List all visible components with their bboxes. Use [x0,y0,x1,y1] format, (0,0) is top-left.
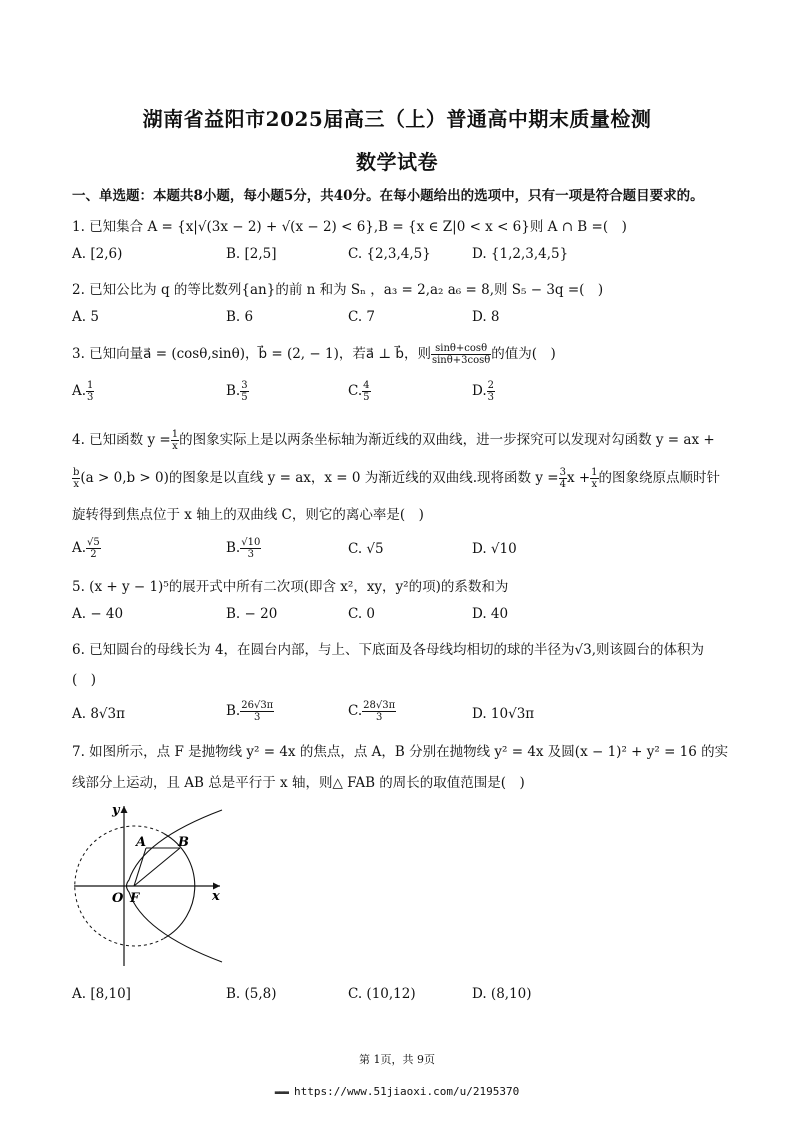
fraction-numerator: 4 [363,380,370,391]
fraction-numerator: 28√3π [363,700,396,711]
question-4-line-2 [72,466,720,490]
fraction [559,467,567,490]
fraction-numerator: 3 [241,380,248,391]
question-3-text: 3. 已知向量a⃗ = (cosθ,sinθ)，b⃗ = (2, − 1)，若a⃗ ⊥ b⃗，则 [72,346,431,362]
option-a[interactable]: A. [8,10] [72,986,131,1002]
question-text: 的图象绕原点顺时针 [598,470,721,486]
question-4-line-1 [72,428,715,452]
label-o: O [112,891,124,906]
fraction-denominator: sinθ+3cosθ [431,355,491,366]
option-b[interactable]: B. [2,5] [226,246,277,262]
option-d[interactable]: D. 8 [472,309,500,325]
question-6-line-1: 6. 已知圆台的母线长为 4，在圆台内部，与上、下底面及各母线均相切的球的半径为√3,则该圆台的体积为 [72,642,705,658]
fraction-numerator: 1 [87,380,94,391]
option-d[interactable]: D. 10√3π [472,706,535,722]
label-f: F [130,891,140,906]
option-label: A. [72,383,87,399]
option-fraction [240,380,248,403]
fraction-numerator: √10 [241,537,261,548]
option-a[interactable] [72,380,94,403]
option-d[interactable]: D. (8,10) [472,986,532,1002]
question-1-stem: 1. 已知集合 A = {x|√(3x − 2) + √(x − 2) < 6},B = {x ∈ Z|0 < x < 6}则 A ∩ B =( ) [72,219,627,235]
option-c[interactable]: C. {2,3,4,5} [348,246,431,262]
option-a[interactable] [72,537,101,560]
exam-subtitle: 数学试卷 [356,150,438,174]
fraction [171,429,179,452]
option-c[interactable]: C. √5 [348,541,384,557]
fraction-denominator: 3 [487,392,495,403]
watermark-url[interactable]: https://www.51jiaoxi.com/u/2195370 [294,1085,520,1098]
option-b[interactable]: B. 6 [226,309,254,325]
option-d[interactable]: D. 40 [472,606,509,622]
fraction-numerator: 1 [171,429,179,440]
option-fraction [487,380,495,403]
ratio-fraction [431,343,491,366]
question-4-line-3: 旋转得到焦点位于 x 轴上的双曲线 C，则它的离心率是( ) [72,507,424,523]
fraction-numerator: √5 [87,537,100,548]
question-text: x + [566,470,591,486]
option-fraction [86,537,101,560]
option-label: B. [226,383,241,399]
fraction-denominator: 2 [90,549,97,560]
question-text: (a > 0,b > 0)的图象是以直线 y = ax，x = 0 为渐近线的双曲线.现将函数 y = [80,470,559,486]
label-y: y [112,803,120,818]
option-a[interactable]: A. 5 [72,309,99,325]
question-7-line-2: 线部分上运动，且 AB 总是平行于 x 轴，则△ FAB 的周长的取值范围是( ) [72,775,525,791]
question-6-line-2: ( ) [72,672,97,688]
fraction-numerator: 1 [591,467,598,478]
option-label: C. [348,703,363,719]
page-footer: 第 1页，共 9页 [359,1053,435,1066]
option-d[interactable]: D. √10 [472,541,517,557]
option-label: D. [472,383,487,399]
option-label: C. [348,383,363,399]
section-heading: 一、单选题：本题共8小题，每小题5分，共40分。在每小题给出的选项中，只有一项是符合题目要求的。 [72,188,704,204]
fraction [590,467,598,490]
fraction-denominator: 3 [254,712,261,723]
label-b: B [178,835,189,850]
fraction-numerator: 3 [559,467,566,478]
option-label: A. [72,540,87,556]
option-label: B. [226,540,241,556]
question-2-stem: 2. 已知公比为 q 的等比数列{an}的前 n 和为 Sₙ ，a₃ = 2,a₂ a₆ = 8,则 S₅ − 3q =( ) [72,282,604,298]
watermark-marks: ▬▬▬ [274,1088,289,1098]
parabola-circle-figure [72,800,232,972]
fraction-denominator: 5 [363,392,370,403]
exam-title: 湖南省益阳市2025届高三（上）普通高中期末质量检测 [142,107,652,131]
question-5-stem: 5. (x + y − 1)⁵的展开式中所有二次项(即含 x²，xy，y²的项)的系数和为 [72,579,509,595]
option-a[interactable]: A. − 40 [72,606,124,622]
option-c[interactable]: C. 0 [348,606,376,622]
option-label: B. [226,703,241,719]
fraction-denominator: 3 [247,549,254,560]
option-b[interactable] [226,380,249,403]
option-b[interactable] [226,700,274,723]
fraction-numerator: 26√3π [241,700,274,711]
option-c[interactable] [348,380,371,403]
option-b[interactable]: B. − 20 [226,606,278,622]
option-fraction [240,700,274,723]
segment-fb [134,848,180,886]
question-7-line-1: 7. 如图所示，点 F 是抛物线 y² = 4x 的焦点，点 A，B 分别在抛物线 y² = 4x 及圆(x − 1)² + y² = 16 的实 [72,744,729,760]
fraction-numerator: sinθ+cosθ [431,343,491,355]
fraction-denominator: 3 [375,712,383,723]
option-a[interactable]: A. [2,6) [72,246,123,262]
question-3-text-end: 的值为( ) [491,346,556,362]
option-fraction [362,700,396,723]
fraction-denominator: x [73,479,80,490]
option-c[interactable]: C. (10,12) [348,986,416,1002]
option-c[interactable]: C. 7 [348,309,376,325]
question-3-stem [72,342,556,366]
fraction-denominator: x [172,441,178,452]
fraction-denominator: 5 [241,392,248,403]
option-c[interactable] [348,700,396,723]
fraction-denominator: 4 [559,479,566,490]
option-b[interactable] [226,537,261,560]
option-fraction [86,380,94,403]
fraction-numerator: b [73,467,80,478]
option-fraction [240,537,261,560]
question-text: 4. 已知函数 y = [72,432,171,448]
fraction-denominator: x [591,479,598,490]
question-text: 的图象实际上是以两条坐标轴为渐近线的双曲线，进一步探究可以发现对勾函数 y = ax + [179,432,715,448]
label-x: x [212,889,220,904]
fraction-denominator: 3 [87,392,94,403]
label-a: A [136,835,147,850]
option-d[interactable]: D. {1,2,3,4,5} [472,246,569,262]
fraction-numerator: 2 [487,380,495,391]
option-b[interactable]: B. (5,8) [226,986,277,1002]
option-a[interactable]: A. 8√3π [72,706,125,722]
option-fraction [362,380,370,403]
option-d[interactable] [472,380,495,403]
watermark [0,1085,794,1098]
